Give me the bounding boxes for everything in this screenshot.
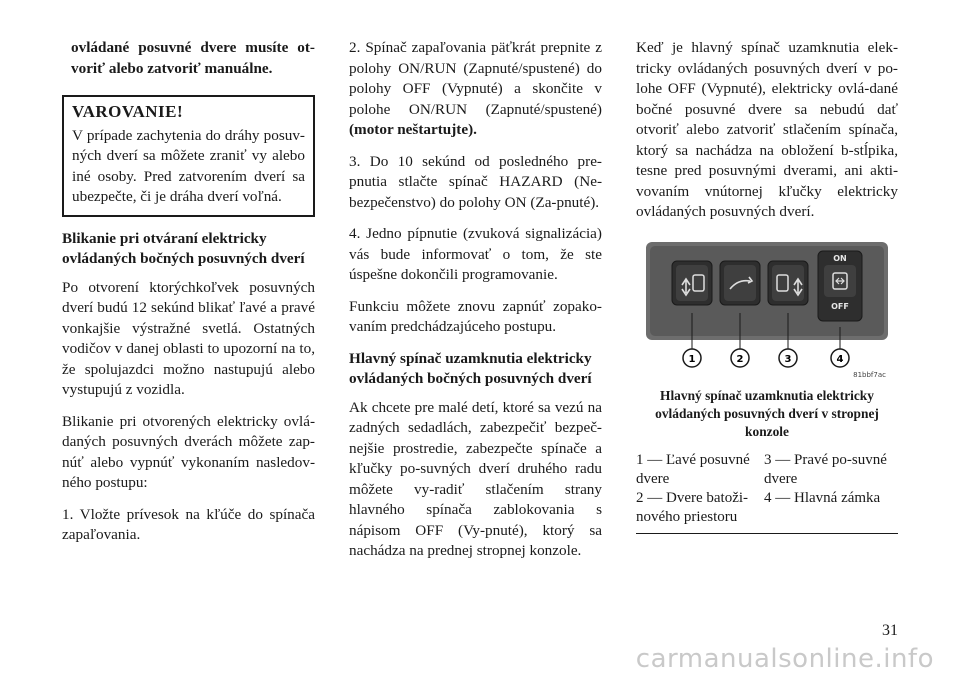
page-number: 31 xyxy=(882,622,898,639)
paragraph: Funkciu môžete znovu zapnúť zopako-vaním predchádzajúceho postupu. xyxy=(349,297,602,335)
warning-title: VAROVANIE! xyxy=(72,102,184,121)
column-middle xyxy=(349,38,602,573)
warning-text: V prípade zachytenia do dráhy posuv-ných dverí sa môžete zraniť vy alebo iné osoby. Pred zatvorením dverí sa ubezpečte, či je dráha dverí voľná. xyxy=(72,126,305,205)
step-2-text: 2. Spínač zapaľovania päťkrát prepnite z polohy ON/RUN (Zapnuté/spustené) do polohy OFF (Vypnuté) a skončite v polohe ON/RUN (Zapnuté/spustené) xyxy=(349,39,602,118)
warning-box xyxy=(62,95,315,217)
callout-4: 4 xyxy=(836,353,844,365)
off-label: OFF xyxy=(831,301,849,311)
step-2-bold: (motor neštartujte). xyxy=(349,121,477,138)
section-heading-master-lock: Hlavný spínač uzamknutia elektricky ovládaných bočných posuvných dverí xyxy=(349,349,592,387)
right-sliding-door-button xyxy=(768,261,808,305)
paragraph: Keď je hlavný spínač uzamknutia elek-tricky ovládaných posuvných dverí v po-lohe OFF (Vypnuté), elektricky ovlá-dané bočné posuvné dvere sa nebudú dať otvoriť alebo zatvoriť stlačením spínača, ktorý sa nachádza na obložení b-stĺpika, tesne pred posuvnými dverami, ani akti-vovaním vnútornej kľučky elektricky ovládaných posuvných dverí. xyxy=(636,39,898,220)
master-lock-switch xyxy=(818,251,862,321)
callout-2: 2 xyxy=(736,353,744,365)
section-heading-flashing: Blikanie pri otváraní elektricky ovládaných bočných posuvných dverí xyxy=(62,229,305,267)
step-2 xyxy=(349,38,602,141)
figure-legend xyxy=(636,451,898,534)
callout-1: 1 xyxy=(688,353,696,365)
on-label: ON xyxy=(833,253,847,263)
overhead-console-figure xyxy=(636,237,898,381)
callout-3: 3 xyxy=(784,353,792,365)
left-sliding-door-button xyxy=(672,261,712,305)
watermark: carmanualsonline.info xyxy=(635,644,934,674)
paragraph: 1. Vložte prívesok na kľúče do spínača zapaľovania. xyxy=(62,505,315,543)
column-left xyxy=(62,38,315,557)
figure-caption: Hlavný spínač uzamknutia elektricky ovládaných posuvných dverí v stropnej konzole xyxy=(655,387,879,439)
legend-item: 2 — Dvere batoži-nového priestoru xyxy=(636,489,749,525)
paragraph: Blikanie pri otvorených elektricky ovlá-daných posuvných dverách môžete zap-núť alebo vypnúť vykonaním nasledov-ného postupu: xyxy=(62,412,315,491)
legend-item: 3 — Pravé po-suvné dvere xyxy=(764,451,887,487)
liftgate-button xyxy=(720,261,760,305)
paragraph: Ak chcete pre malé detí, ktoré sa vezú na zadných sedadlách, zabezpečiť bezpeč-nejšie prostredie, zabezpečte spínače a kľučky po-suvných dverí druhého radu môžete vy-radiť stlačením strany hlavného spínača zablokovania s nápisom OFF (Vy-pnuté), ktorý sa nachádza na prednej stropnej konzole. xyxy=(349,398,602,559)
step-3: 3. Do 10 sekúnd od posledného pre-pnutia stlačte spínač HAZARD (Ne-bezpečenstvo) do polohy ON (Za-pnuté). xyxy=(349,152,602,211)
paragraph: Po otvorení ktorýchkoľvek posuvných dverí budú 12 sekúnd blikať ľavé a pravé vonkajšie výstražné svetlá. Ostatných vodičov v danej oblasti to upozorní na to, že spolujazdci možno nastupujú alebo vystupujú z vozidla. xyxy=(62,278,315,398)
legend-item: 4 — Hlavná zámka xyxy=(764,489,881,506)
column-right xyxy=(636,38,898,534)
intro-text: ovládané posuvné dvere musíte ot-voriť alebo zatvoriť manuálne. xyxy=(71,39,315,77)
legend-item: 1 — Ľavé posuvné dvere xyxy=(636,451,750,487)
switch-panel-illustration xyxy=(636,237,898,381)
figure-code: 81bbf7ac xyxy=(853,370,886,379)
step-4: 4. Jedno pípnutie (zvuková signalizácia) vás bude informovať o tom, že ste úspešne dokončili programovanie. xyxy=(349,225,602,283)
